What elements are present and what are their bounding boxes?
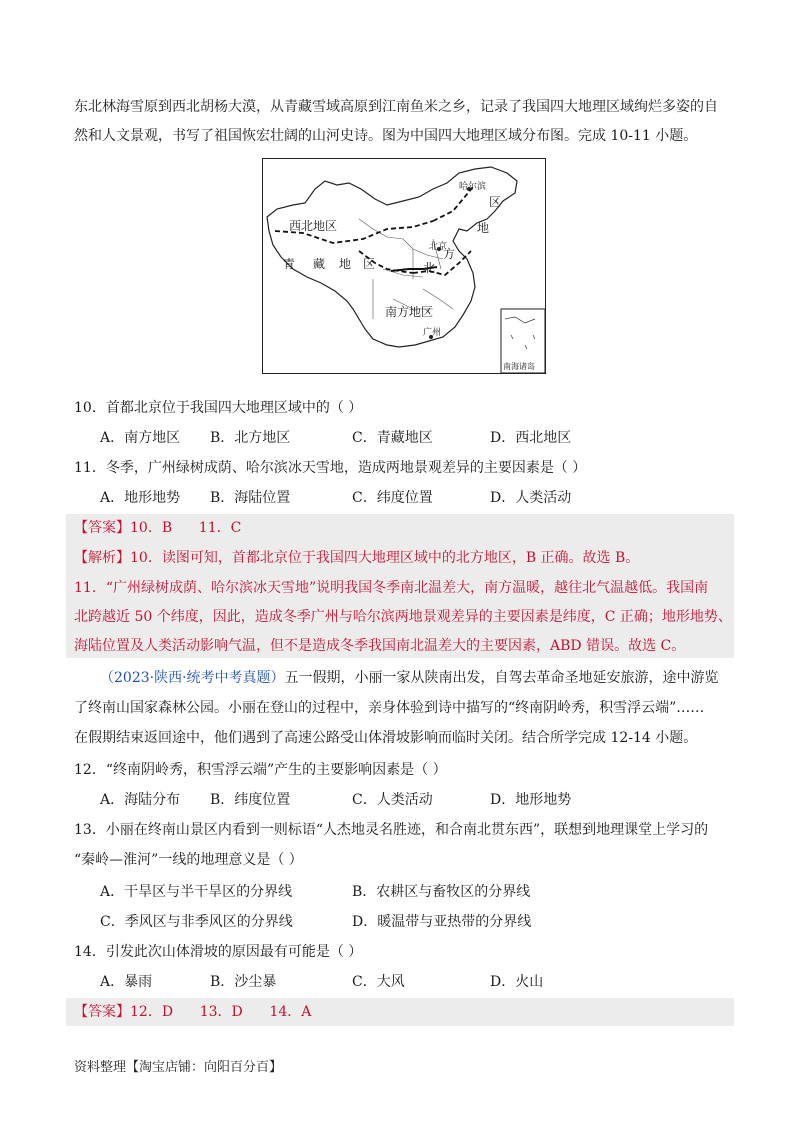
analysis1-line4: 海陆位置及人类活动影响气温，但不是造成冬季我国南北温差大的主要因素，ABD 错误。故选 C。: [74, 638, 686, 654]
label-beijing: 北京: [429, 242, 448, 252]
q11-option-c: C．纬度位置: [352, 490, 433, 506]
q14-option-a: A．暴雨: [100, 974, 153, 990]
passage2-line2: 了终南山国家森林公园。小丽在登山的过程中，亲身体验到诗中描写的“终南阴岭秀，积雪浮云端”……: [74, 700, 705, 716]
analysis1-line2: 11．“广州绿树成荫、哈尔滨冰天雪地”说明我国冬季南北温差大，南方温暖，越往北气温越低。我国南: [74, 580, 709, 596]
label-north-fang: 方: [443, 247, 456, 261]
answer2-tag: 【答案】: [74, 1004, 130, 1020]
q14-stem: 14．引发此次山体滑坡的原因最有可能是（ ）: [74, 944, 363, 960]
label-north-bei: 北: [423, 261, 436, 275]
q14-option-b: B．沙尘暴: [210, 974, 277, 990]
china-outline: [267, 167, 517, 347]
china-regions-map: [262, 158, 546, 374]
q10-stem: 10．首都北京位于我国四大地理区域中的（ ）: [74, 400, 363, 416]
q13-stem-line2: “秦岭—淮河”一线的地理意义是（ ）: [74, 852, 303, 868]
analysis1-tag: 【解析】: [74, 550, 130, 566]
label-inset: 南海诸岛: [503, 362, 535, 371]
analysis1-line3: 北跨越近 50 个纬度，因此，造成冬季广州与哈尔滨两地景观差异的主要因素是纬度，C 正确；地形地势、: [74, 609, 732, 625]
intro-line-1: 东北林海雪原到西北胡杨大漠，从青藏雪域高原到江南鱼米之乡，记录了我国四大地理区域绚烂多姿的自: [74, 99, 718, 115]
q12-stem: 12．“终南阴岭秀，积雪浮云端”产生的主要影响因素是（ ）: [74, 762, 447, 778]
passage2-text1: 五一假期，小丽一家从陕南出发，自驾去革命圣地延安旅游，途中游览: [284, 670, 719, 686]
boundary-northeast: [433, 187, 473, 221]
label-north-di: 地: [477, 221, 490, 235]
answer2: [74, 1002, 311, 1022]
label-qz-di: 地: [339, 257, 352, 271]
q14-option-c: C．大风: [352, 974, 405, 990]
label-guangzhou: 广州: [423, 328, 442, 338]
q10-option-a: A．南方地区: [100, 430, 181, 446]
q10-option-d: D．西北地区: [490, 430, 572, 446]
q13-option-a: A．干旱区与半干旱区的分界线: [100, 884, 293, 900]
analysis1: [74, 548, 639, 568]
label-south: 南方地区: [385, 305, 434, 319]
q13-stem-line1: 13．小丽在终南山景区内看到一则标语“人杰地灵名胜迹，和合南北贯东西”，联想到地理课堂上学习的: [74, 822, 709, 838]
answer2-text: 12．D 13．D 14．A: [130, 1004, 312, 1020]
q13-option-c: C．季风区与非季风区的分界线: [100, 914, 293, 930]
footer-note: 资料整理【淘宝店铺：向阳百分百】: [74, 1060, 283, 1075]
passage2-line1: [100, 668, 719, 688]
q12-option-c: C．人类活动: [352, 792, 433, 808]
label-zang: 藏: [313, 257, 326, 271]
q11-option-d: D．人类活动: [490, 490, 572, 506]
answer1-tag: 【答案】: [74, 520, 130, 536]
label-northwest: 西北地区: [289, 219, 338, 233]
q13-option-b: B．农耕区与畜牧区的分界线: [352, 884, 531, 900]
q11-option-b: B．海陆位置: [210, 490, 291, 506]
map-drawing: [263, 159, 547, 375]
passage2-line3: 在假期结束返回途中，他们遇到了高速公路受山体滑坡影响而临时关闭。结合所学完成 12-14 小题。: [74, 730, 698, 746]
intro-line-2: 然和人文景观，书写了祖国恢宏壮阔的山河史诗。图为中国四大地理区域分布图。完成 10-11 小题。: [74, 128, 698, 144]
q12-option-b: B．纬度位置: [210, 792, 291, 808]
q13-option-d: D．暖温带与亚热带的分界线: [352, 914, 532, 930]
answer1: [74, 518, 241, 538]
q12-option-a: A．海陆分布: [100, 792, 181, 808]
label-harbin: 哈尔滨: [459, 182, 487, 192]
q11-option-a: A．地形地势: [100, 490, 181, 506]
label-north-qu: 区: [489, 195, 502, 209]
label-qz-qu: 区: [363, 257, 376, 271]
passage2-source: （2023·陕西·统考中考真题）: [100, 670, 285, 686]
analysis1-line1: 10．读图可知，首都北京位于我国四大地理区域中的北方地区，B 正确。故选 B。: [130, 550, 640, 566]
label-qing: 青: [283, 257, 296, 271]
q14-option-d: D．火山: [490, 974, 544, 990]
q12-option-d: D．地形地势: [490, 792, 572, 808]
answer1-text: 10．B 11．C: [130, 520, 242, 536]
q11-stem: 11．冬季，广州绿树成荫、哈尔滨冰天雪地，造成两地景观差异的主要因素是（ ）: [74, 460, 587, 476]
q10-option-c: C．青藏地区: [352, 430, 433, 446]
q10-option-b: B．北方地区: [210, 430, 291, 446]
